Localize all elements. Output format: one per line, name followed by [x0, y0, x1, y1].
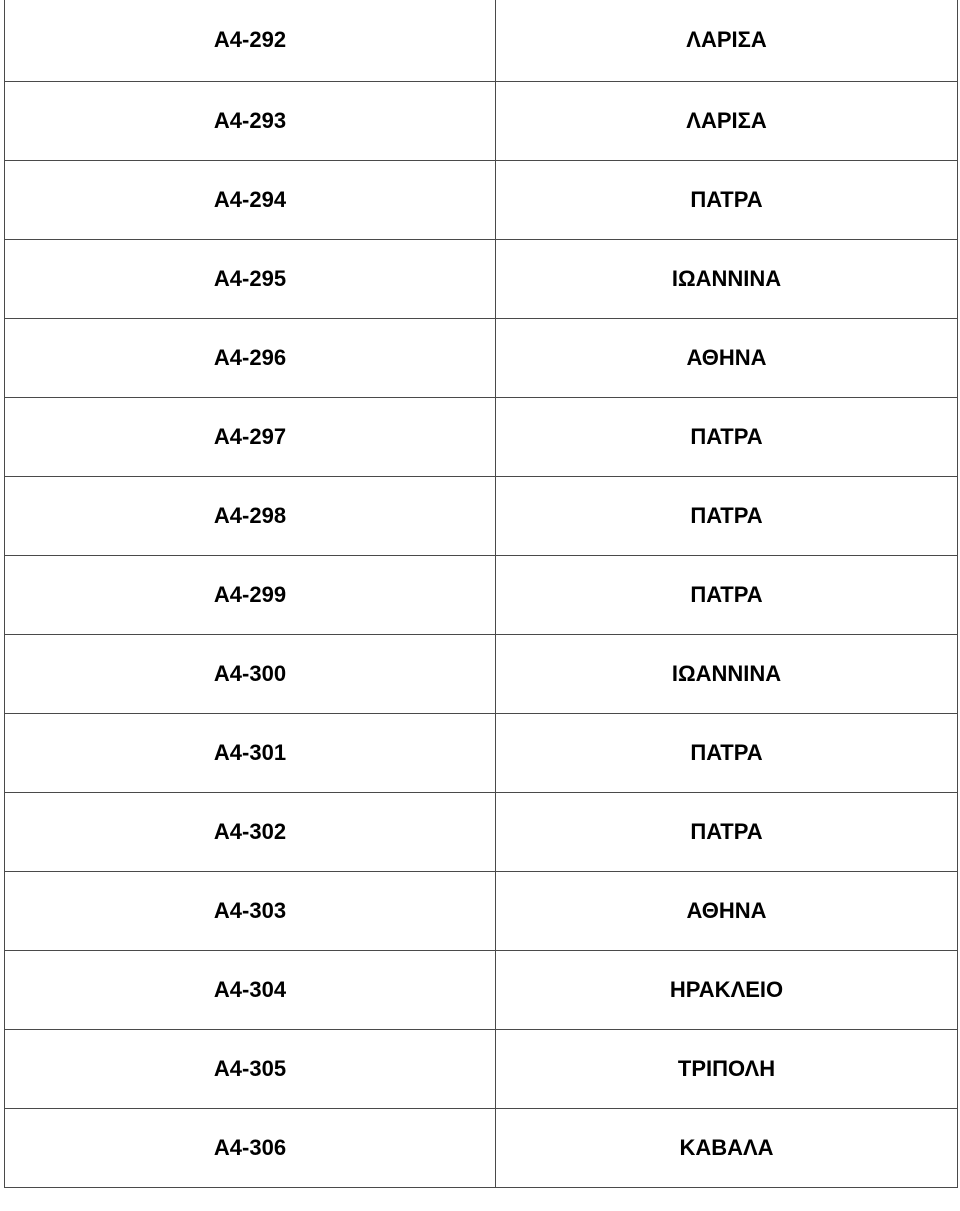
city-cell	[496, 318, 958, 397]
city-cell	[496, 160, 958, 239]
city-cell	[496, 792, 958, 871]
city-text: ΠΑΤΡΑ	[690, 423, 763, 449]
code-cell	[5, 634, 496, 713]
code-text: A4-292	[213, 27, 287, 53]
table-row	[5, 81, 958, 160]
city-cell	[496, 713, 958, 792]
code-text: A4-306	[213, 1134, 287, 1160]
code-text: A4-303	[213, 897, 287, 923]
code-text: A4-305	[213, 1055, 287, 1081]
city-text: ΛΑΡΙΣΑ	[686, 27, 767, 53]
table-row	[5, 1108, 958, 1187]
city-cell	[496, 1029, 958, 1108]
table-row	[5, 239, 958, 318]
city-text: ΗΡΑΚΛΕΙΟ	[669, 976, 784, 1002]
code-cell	[5, 792, 496, 871]
city-text: ΚΑΒΑΛΑ	[679, 1134, 774, 1160]
table-row	[5, 792, 958, 871]
table-row	[5, 950, 958, 1029]
code-text: A4-298	[213, 502, 287, 528]
code-text: A4-296	[213, 344, 287, 370]
table-row	[5, 1029, 958, 1108]
table-row	[5, 871, 958, 950]
code-text: A4-299	[213, 581, 287, 607]
code-text: A4-304	[213, 976, 287, 1002]
code-cell	[5, 0, 496, 81]
code-text: A4-297	[213, 423, 287, 449]
code-cell	[5, 950, 496, 1029]
city-text: ΑΘΗΝΑ	[686, 897, 767, 923]
code-cell	[5, 1108, 496, 1187]
table-row	[5, 318, 958, 397]
city-text: ΠΑΤΡΑ	[690, 502, 763, 528]
code-cell	[5, 397, 496, 476]
table-row	[5, 397, 958, 476]
code-text: A4-294	[213, 186, 287, 212]
code-text: A4-302	[213, 818, 287, 844]
city-cell	[496, 950, 958, 1029]
table-row	[5, 634, 958, 713]
city-text: ΙΩΑΝΝΙΝΑ	[671, 265, 782, 291]
city-cell	[496, 397, 958, 476]
code-cell	[5, 871, 496, 950]
city-cell	[496, 81, 958, 160]
table-row	[5, 555, 958, 634]
city-cell	[496, 0, 958, 81]
table-row	[5, 476, 958, 555]
code-text: A4-295	[213, 265, 287, 291]
table-row	[5, 713, 958, 792]
code-cell	[5, 160, 496, 239]
city-text: ΠΑΤΡΑ	[690, 739, 763, 765]
code-cell	[5, 713, 496, 792]
city-cell	[496, 1108, 958, 1187]
code-text: A4-300	[213, 660, 287, 686]
code-text: A4-301	[213, 739, 287, 765]
code-city-table	[4, 0, 958, 1188]
city-text: ΠΑΤΡΑ	[690, 818, 763, 844]
city-cell	[496, 476, 958, 555]
city-cell	[496, 239, 958, 318]
city-text: ΠΑΤΡΑ	[690, 186, 763, 212]
code-cell	[5, 1029, 496, 1108]
city-cell	[496, 555, 958, 634]
city-text: ΑΘΗΝΑ	[686, 344, 767, 370]
code-cell	[5, 318, 496, 397]
code-text: A4-293	[213, 107, 287, 133]
code-cell	[5, 555, 496, 634]
city-cell	[496, 634, 958, 713]
code-cell	[5, 239, 496, 318]
city-text: ΤΡΙΠΟΛΗ	[677, 1055, 776, 1081]
city-cell	[496, 871, 958, 950]
city-text: ΙΩΑΝΝΙΝΑ	[671, 660, 782, 686]
city-text: ΠΑΤΡΑ	[690, 581, 763, 607]
table-row	[5, 160, 958, 239]
table-row	[5, 0, 958, 81]
code-cell	[5, 476, 496, 555]
city-text: ΛΑΡΙΣΑ	[686, 107, 767, 133]
code-cell	[5, 81, 496, 160]
